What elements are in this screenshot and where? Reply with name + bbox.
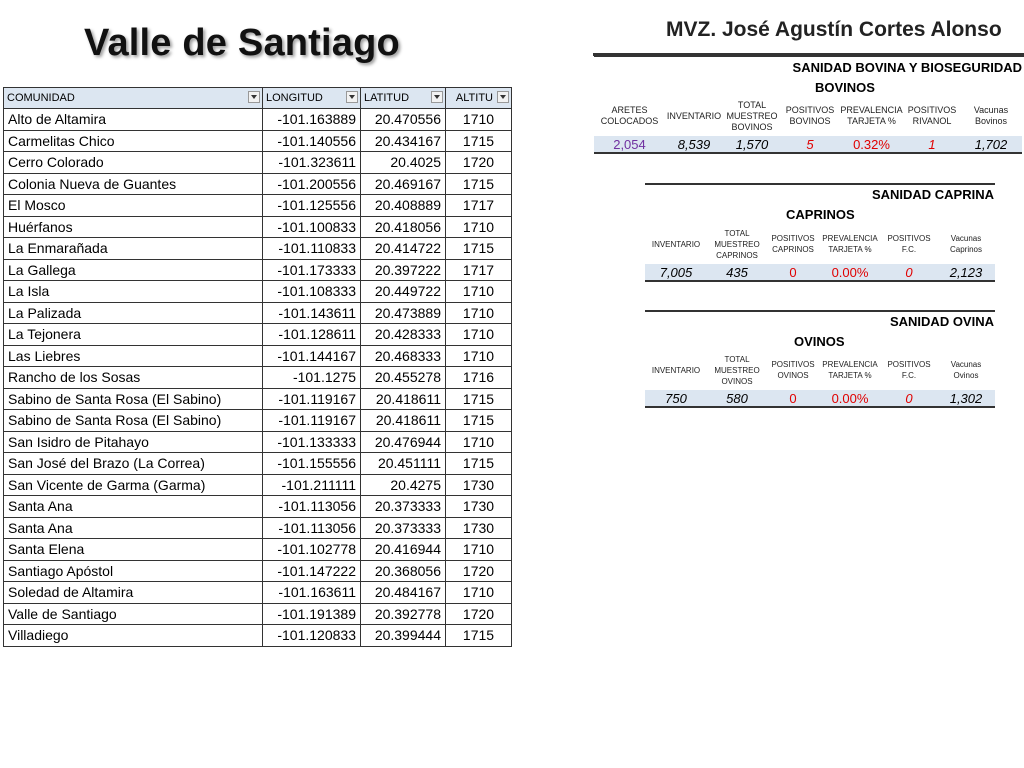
bovinos-header-5 xyxy=(904,96,960,136)
ovinos-header-4 xyxy=(881,350,937,390)
cell-longitud[interactable]: -101.1275 xyxy=(263,367,361,389)
cell-longitud[interactable]: -101.173333 xyxy=(263,259,361,281)
bovinos-value-3[interactable]: 5 xyxy=(781,136,839,153)
bovinos-header-6 xyxy=(960,96,1022,136)
bovinos-value-4[interactable]: 0.32% xyxy=(839,136,904,153)
cell-latitud[interactable]: 20.368056 xyxy=(361,560,446,582)
cell-latitud[interactable]: 20.434167 xyxy=(361,130,446,152)
ovinos-value-0[interactable]: 750 xyxy=(645,390,707,407)
ovinos-subtitle: OVINOS xyxy=(794,334,845,349)
header-line: INVENTARIO xyxy=(651,365,701,375)
header-line: Ovinos xyxy=(953,371,979,380)
bovinos-value-0[interactable]: 2,054 xyxy=(594,136,665,153)
cell-longitud[interactable]: -101.147222 xyxy=(263,560,361,582)
cell-altitud[interactable]: 1710 xyxy=(446,345,512,367)
cell-longitud[interactable]: -101.120833 xyxy=(263,625,361,647)
table-row xyxy=(4,259,512,281)
table-row xyxy=(4,496,512,518)
header-line: OVINOS xyxy=(777,371,809,380)
caprinos-value-5[interactable]: 2,123 xyxy=(937,264,995,281)
cell-latitud[interactable]: 20.484167 xyxy=(361,582,446,604)
cell-comunidad[interactable]: San Isidro de Pitahayo xyxy=(4,431,263,453)
cell-latitud[interactable]: 20.428333 xyxy=(361,324,446,346)
header-line: PREVALENCIA xyxy=(840,105,903,115)
caprinos-value-1[interactable]: 435 xyxy=(707,264,767,281)
cell-comunidad[interactable]: Colonia Nueva de Guantes xyxy=(4,173,263,195)
caprinos-table xyxy=(645,224,995,282)
table-row xyxy=(4,195,512,217)
table-row xyxy=(4,474,512,496)
header-altitud[interactable]: ALTITU xyxy=(446,88,512,109)
header-line: Vacunas xyxy=(950,360,982,369)
cell-latitud[interactable]: 20.469167 xyxy=(361,173,446,195)
bovinos-header-row xyxy=(594,96,1022,136)
cell-comunidad[interactable]: La Isla xyxy=(4,281,263,303)
cell-latitud[interactable]: 20.416944 xyxy=(361,539,446,561)
ovinos-rule xyxy=(645,310,995,312)
table-row xyxy=(4,453,512,475)
cell-comunidad[interactable]: La Palizada xyxy=(4,302,263,324)
bovinos-value-6[interactable]: 1,702 xyxy=(960,136,1022,153)
cell-comunidad[interactable]: Sabino de Santa Rosa (El Sabino) xyxy=(4,388,263,410)
header-line: INVENTARIO xyxy=(651,239,701,249)
cell-comunidad[interactable]: Las Liebres xyxy=(4,345,263,367)
header-line: OVINOS xyxy=(721,376,753,386)
bovinos-header-2 xyxy=(723,96,781,136)
page-title: Valle de Santiago xyxy=(84,22,400,64)
cell-latitud[interactable]: 20.4275 xyxy=(361,474,446,496)
table-row xyxy=(4,281,512,303)
filter-dropdown-icon[interactable] xyxy=(346,91,358,103)
cell-longitud[interactable]: -101.144167 xyxy=(263,345,361,367)
cell-latitud[interactable]: 20.397222 xyxy=(361,259,446,281)
header-line: POSITIVOS xyxy=(907,105,957,115)
filter-dropdown-icon[interactable] xyxy=(431,91,443,103)
cell-latitud[interactable]: 20.418611 xyxy=(361,388,446,410)
filter-dropdown-icon[interactable] xyxy=(248,91,260,103)
cell-latitud[interactable]: 20.470556 xyxy=(361,109,446,131)
cell-longitud[interactable]: -101.211111 xyxy=(263,474,361,496)
filter-dropdown-icon[interactable] xyxy=(497,91,509,103)
caprinos-header-3 xyxy=(819,224,881,264)
cell-latitud[interactable]: 20.476944 xyxy=(361,431,446,453)
cell-longitud[interactable]: -101.113056 xyxy=(263,496,361,518)
caprinos-value-4[interactable]: 0 xyxy=(881,264,937,281)
header-line: COLOCADOS xyxy=(600,116,659,126)
cell-comunidad[interactable]: Carmelitas Chico xyxy=(4,130,263,152)
header-line: TARJETA % xyxy=(828,371,872,380)
bovinos-rule xyxy=(594,55,1024,57)
cell-comunidad[interactable]: La Enmarañada xyxy=(4,238,263,260)
cell-altitud[interactable]: 1715 xyxy=(446,625,512,647)
table-row xyxy=(4,431,512,453)
header-latitud[interactable]: LATITUD xyxy=(361,88,446,109)
bovinos-header-0 xyxy=(594,96,665,136)
cell-longitud[interactable]: -101.200556 xyxy=(263,173,361,195)
cell-altitud[interactable]: 1730 xyxy=(446,517,512,539)
cell-altitud[interactable]: 1715 xyxy=(446,410,512,432)
bovinos-table xyxy=(594,96,1022,154)
ovinos-table xyxy=(645,350,995,408)
bovinos-header-3 xyxy=(781,96,839,136)
cell-longitud[interactable]: -101.119167 xyxy=(263,410,361,432)
ovinos-header-3 xyxy=(819,350,881,390)
header-longitud[interactable]: LONGITUD xyxy=(263,88,361,109)
table-row xyxy=(4,302,512,324)
bovinos-value-1[interactable]: 8,539 xyxy=(665,136,723,153)
table-row xyxy=(4,603,512,625)
table-row xyxy=(4,130,512,152)
table-row xyxy=(4,517,512,539)
caprinos-subtitle: CAPRINOS xyxy=(786,207,855,222)
table-row xyxy=(4,345,512,367)
table-row xyxy=(4,109,512,131)
header-line: ARETES xyxy=(611,105,648,115)
cell-latitud[interactable]: 20.473889 xyxy=(361,302,446,324)
cell-comunidad[interactable]: Alto de Altamira xyxy=(4,109,263,131)
cell-altitud[interactable]: 1710 xyxy=(446,582,512,604)
cell-comunidad[interactable]: La Tejonera xyxy=(4,324,263,346)
ovinos-header-2 xyxy=(767,350,819,390)
header-line: Caprinos xyxy=(949,245,982,254)
caprinos-header-5 xyxy=(937,224,995,264)
cell-latitud[interactable]: 20.418611 xyxy=(361,410,446,432)
cell-altitud[interactable]: 1730 xyxy=(446,474,512,496)
cell-latitud[interactable]: 20.468333 xyxy=(361,345,446,367)
ovinos-header-0 xyxy=(645,350,707,390)
cell-altitud[interactable]: 1717 xyxy=(446,195,512,217)
cell-altitud[interactable]: 1715 xyxy=(446,453,512,475)
author-name: MVZ. José Agustín Cortes Alonso xyxy=(666,18,1002,41)
cell-altitud[interactable]: 1710 xyxy=(446,431,512,453)
cell-comunidad[interactable]: La Gallega xyxy=(4,259,263,281)
header-line: TARJETA % xyxy=(847,116,896,126)
caprinos-header-2 xyxy=(767,224,819,264)
cell-altitud[interactable]: 1710 xyxy=(446,324,512,346)
cell-longitud[interactable]: -101.110833 xyxy=(263,238,361,260)
caprinos-section-title: SANIDAD CAPRINA xyxy=(871,187,994,202)
header-line: RIVANOL xyxy=(912,116,952,126)
bovinos-header-4 xyxy=(839,96,904,136)
header-line: Vacunas xyxy=(973,105,1009,115)
cell-longitud[interactable]: -101.125556 xyxy=(263,195,361,217)
cell-longitud[interactable]: -101.191389 xyxy=(263,603,361,625)
bovinos-subtitle: BOVINOS xyxy=(815,80,875,95)
cell-longitud[interactable]: -101.163889 xyxy=(263,109,361,131)
caprinos-value-0[interactable]: 7,005 xyxy=(645,264,707,281)
ovinos-values-row xyxy=(645,390,995,407)
cell-longitud[interactable]: -101.133333 xyxy=(263,431,361,453)
table-row xyxy=(4,410,512,432)
table-row xyxy=(4,216,512,238)
ovinos-value-5[interactable]: 1,302 xyxy=(937,390,995,407)
bovinos-value-5[interactable]: 1 xyxy=(904,136,960,153)
bovinos-value-2[interactable]: 1,570 xyxy=(723,136,781,153)
cell-comunidad[interactable]: Santa Elena xyxy=(4,539,263,561)
caprinos-value-2[interactable]: 0 xyxy=(767,264,819,281)
caprinos-values-row xyxy=(645,264,995,281)
cell-comunidad[interactable]: Santa Ana xyxy=(4,496,263,518)
cell-comunidad[interactable]: San José del Brazo (La Correa) xyxy=(4,453,263,475)
cell-comunidad[interactable]: San Vicente de Garma (Garma) xyxy=(4,474,263,496)
cell-altitud[interactable]: 1720 xyxy=(446,560,512,582)
cell-altitud[interactable]: 1715 xyxy=(446,130,512,152)
header-line: F.C. xyxy=(901,245,917,254)
cell-altitud[interactable]: 1710 xyxy=(446,109,512,131)
ovinos-header-row xyxy=(645,350,995,390)
cell-longitud[interactable]: -101.323611 xyxy=(263,152,361,174)
table-row xyxy=(4,238,512,260)
cell-latitud[interactable]: 20.449722 xyxy=(361,281,446,303)
header-line: BOVINOS xyxy=(789,116,831,126)
cell-altitud[interactable]: 1720 xyxy=(446,603,512,625)
cell-longitud[interactable]: -101.113056 xyxy=(263,517,361,539)
table-row xyxy=(4,625,512,647)
header-line: MUESTREO xyxy=(714,365,760,375)
cell-altitud[interactable]: 1710 xyxy=(446,216,512,238)
cell-latitud[interactable]: 20.451111 xyxy=(361,453,446,475)
header-line: POSITIVOS xyxy=(785,105,835,115)
header-line: CAPRINOS xyxy=(772,245,814,254)
cell-longitud[interactable]: -101.108333 xyxy=(263,281,361,303)
caprinos-header-4 xyxy=(881,224,937,264)
header-line: TOTAL xyxy=(724,354,750,364)
cell-comunidad[interactable]: Valle de Santiago xyxy=(4,603,263,625)
header-line: Bovinos xyxy=(974,116,1008,126)
cell-comunidad[interactable]: Santiago Apóstol xyxy=(4,560,263,582)
header-line: POSITIVOS xyxy=(771,360,815,369)
cell-comunidad[interactable]: Santa Ana xyxy=(4,517,263,539)
table-row xyxy=(4,152,512,174)
table-row xyxy=(4,560,512,582)
cell-longitud[interactable]: -101.155556 xyxy=(263,453,361,475)
cell-altitud[interactable]: 1720 xyxy=(446,152,512,174)
header-line: F.C. xyxy=(901,371,917,380)
header-line: TOTAL xyxy=(724,228,750,238)
header-line: POSITIVOS xyxy=(887,234,931,243)
cell-latitud[interactable]: 20.408889 xyxy=(361,195,446,217)
cell-latitud[interactable]: 20.455278 xyxy=(361,367,446,389)
cell-latitud[interactable]: 20.392778 xyxy=(361,603,446,625)
header-line: MUESTREO xyxy=(726,110,778,121)
ovinos-value-1[interactable]: 580 xyxy=(707,390,767,407)
cell-altitud[interactable]: 1710 xyxy=(446,302,512,324)
header-line: CAPRINOS xyxy=(716,250,758,260)
table-row xyxy=(4,367,512,389)
caprinos-header-0 xyxy=(645,224,707,264)
cell-latitud[interactable]: 20.373333 xyxy=(361,517,446,539)
header-line: TOTAL xyxy=(737,99,767,110)
caprinos-value-3[interactable]: 0.00% xyxy=(819,264,881,281)
caprinos-header-1 xyxy=(707,224,767,264)
cell-longitud[interactable]: -101.163611 xyxy=(263,582,361,604)
cell-longitud[interactable]: -101.119167 xyxy=(263,388,361,410)
bovinos-values-row xyxy=(594,136,1022,153)
bovinos-section-title: SANIDAD BOVINA Y BIOSEGURIDAD xyxy=(792,60,1022,75)
cell-comunidad[interactable]: Huérfanos xyxy=(4,216,263,238)
table-row xyxy=(4,539,512,561)
cell-latitud[interactable]: 20.414722 xyxy=(361,238,446,260)
header-line: BOVINOS xyxy=(731,121,773,132)
cell-comunidad[interactable]: El Mosco xyxy=(4,195,263,217)
cell-latitud[interactable]: 20.4025 xyxy=(361,152,446,174)
caprinos-rule xyxy=(645,183,995,185)
ovinos-value-4[interactable]: 0 xyxy=(881,390,937,407)
header-line: INVENTARIO xyxy=(666,110,722,121)
cell-comunidad[interactable]: Sabino de Santa Rosa (El Sabino) xyxy=(4,410,263,432)
table-row xyxy=(4,388,512,410)
ovinos-value-3[interactable]: 0.00% xyxy=(819,390,881,407)
ovinos-header-1 xyxy=(707,350,767,390)
cell-altitud[interactable]: 1730 xyxy=(446,496,512,518)
ovinos-section-title: SANIDAD OVINA xyxy=(889,314,994,329)
cell-longitud[interactable]: -101.100833 xyxy=(263,216,361,238)
cell-longitud[interactable]: -101.128611 xyxy=(263,324,361,346)
header-line: Vacunas xyxy=(950,234,982,243)
cell-longitud[interactable]: -101.140556 xyxy=(263,130,361,152)
header-line: POSITIVOS xyxy=(771,234,815,243)
table-row xyxy=(4,173,512,195)
cell-altitud[interactable]: 1715 xyxy=(446,238,512,260)
caprinos-header-row xyxy=(645,224,995,264)
cell-comunidad[interactable]: Cerro Colorado xyxy=(4,152,263,174)
cell-longitud[interactable]: -101.102778 xyxy=(263,539,361,561)
cell-comunidad[interactable]: Soledad de Altamira xyxy=(4,582,263,604)
cell-latitud[interactable]: 20.418056 xyxy=(361,216,446,238)
cell-altitud[interactable]: 1710 xyxy=(446,539,512,561)
ovinos-header-5 xyxy=(937,350,995,390)
header-comunidad[interactable]: COMUNIDAD xyxy=(4,88,263,109)
cell-altitud[interactable]: 1716 xyxy=(446,367,512,389)
header-line: TARJETA % xyxy=(828,245,872,254)
cell-latitud[interactable]: 20.399444 xyxy=(361,625,446,647)
cell-altitud[interactable]: 1717 xyxy=(446,259,512,281)
cell-altitud[interactable]: 1710 xyxy=(446,281,512,303)
header-line: PREVALENCIA xyxy=(822,234,878,243)
header-line: MUESTREO xyxy=(714,239,760,249)
cell-altitud[interactable]: 1715 xyxy=(446,388,512,410)
cell-comunidad[interactable]: Villadiego xyxy=(4,625,263,647)
ovinos-value-2[interactable]: 0 xyxy=(767,390,819,407)
table-row xyxy=(4,582,512,604)
cell-longitud[interactable]: -101.143611 xyxy=(263,302,361,324)
table-row xyxy=(4,324,512,346)
cell-latitud[interactable]: 20.373333 xyxy=(361,496,446,518)
bovinos-header-1 xyxy=(665,96,723,136)
communities-table xyxy=(3,87,512,647)
cell-comunidad[interactable]: Rancho de los Sosas xyxy=(4,367,263,389)
cell-altitud[interactable]: 1715 xyxy=(446,173,512,195)
header-line: PREVALENCIA xyxy=(822,360,878,369)
communities-header-row xyxy=(4,88,512,109)
header-line: POSITIVOS xyxy=(887,360,931,369)
